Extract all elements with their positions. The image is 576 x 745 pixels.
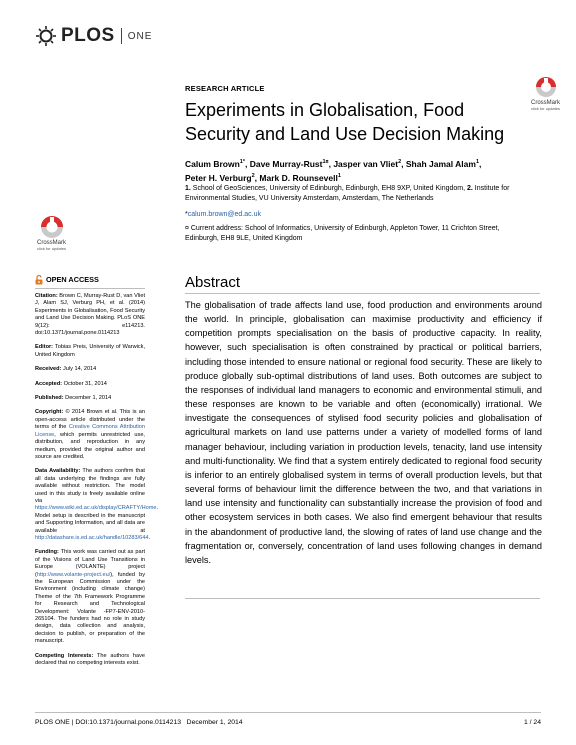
editor: [35, 344, 145, 359]
author-affil-mark: 2: [398, 159, 402, 165]
received: [35, 366, 145, 373]
affiliation-number: 1.: [185, 185, 191, 192]
copyright: [35, 409, 145, 461]
footer-doi: DOI:10.1371/journal.pone.0114213: [75, 719, 181, 726]
logo-divider: [121, 28, 122, 44]
current-address: ¤ Current address: School of Informatics, University of Edinburgh, Appleton Tower, 11 Crichton Street, Edinburgh, EH8 9LE, United Kingdom: [185, 225, 500, 242]
crossmark-sub: click for updates: [531, 106, 560, 111]
author-line-2: Peter H. Verburg$^2$, Mark D. Rounsevell$^1$: [185, 172, 341, 183]
published: [35, 395, 145, 402]
funding: [35, 549, 145, 645]
sidebar-divider: [35, 288, 145, 289]
data-availability: [35, 468, 159, 542]
abstract-divider: [185, 293, 540, 294]
author-name: Jasper van Vliet: [333, 158, 399, 169]
email-link[interactable]: calum.brown@ed.ac.uk: [187, 211, 261, 218]
published-date: December 1, 2014: [65, 395, 112, 402]
crossmark-sub: click for updates: [37, 246, 66, 251]
corresponding-email: [185, 211, 261, 218]
data-availability-text-end: .: [148, 534, 151, 541]
article-title: Experiments in Globalisation, Food Security and Land Use Decision Making: [185, 100, 505, 144]
open-lock-icon: [35, 275, 43, 285]
article-info-sidebar: [35, 275, 159, 674]
competing-interests-text: The authors have declared that no competing interests exist.: [35, 652, 145, 667]
journal-name: ONE: [127, 30, 153, 42]
footer-divider: [35, 712, 541, 713]
funding-text: This work was carried out as part of the Visions of Land Use Transitions in Europe (VOLANTE) project (: [35, 549, 146, 578]
editor-text: Tobias Preis, University of Warwick, United Kingdom: [35, 344, 146, 358]
volante-link[interactable]: http://www.volante-project.eu/: [36, 571, 111, 578]
data-availability-text: The authors confirm that all data underlying the findings are fully available without restriction. The model used in this study is freely available online via: [35, 468, 145, 504]
citation-label: Citation:: [35, 293, 58, 299]
author-line-1: Calum Brown$^{1*}$, Dave Murray-Rust$^{1¤}$, Jasper van Vliet$^2$, Shah Jamal Alam$^1$,: [185, 158, 482, 169]
crossmark-badge-side[interactable]: [37, 214, 66, 251]
copyright-text: © 2014 Brown et al. This is an open-access article distributed under the terms of the: [35, 409, 145, 431]
crossmark-label: CrossMark: [531, 100, 561, 106]
author-affil-mark: 1¤: [322, 159, 329, 165]
competing-interests: [35, 653, 145, 668]
funding-label: Funding:: [35, 549, 59, 556]
author-affil-mark: 1: [475, 159, 479, 165]
accepted: [35, 381, 145, 388]
author-affil-mark: 2: [251, 172, 255, 179]
abstract-heading: Abstract: [185, 274, 241, 291]
received-label: Received:: [35, 366, 62, 373]
citation: [35, 293, 145, 337]
author-list: [185, 156, 530, 184]
footer-separator: |: [71, 719, 74, 726]
plos-sunburst-icon: [35, 25, 57, 47]
crossmark-icon: [39, 214, 65, 240]
funding-text-end: ), funded by the European Commission under the Environment (including climate change) Theme of the 7th Framework Programme for Research and Technological Development: Volante -FP7-ENV-2010-265104. The funders had no role in study design, data collection and analysis, decision to publish, or preparation of the manuscript.: [35, 571, 145, 645]
open-access-label: [35, 275, 145, 285]
footer-journal: PLOS ONE: [35, 719, 70, 726]
author-name: Calum Brown: [185, 158, 240, 169]
plos-logo: [35, 23, 152, 49]
editor-label: Editor:: [35, 344, 54, 351]
data-availability-label: Data Availability:: [35, 468, 81, 475]
footer-date: December 1, 2014: [186, 719, 243, 726]
author-affil-mark: 1*: [239, 159, 245, 165]
crossmark-icon: [533, 76, 559, 100]
abstract-body: The globalisation of trade affects land use, food production and environments around the world. In principle, globalisation can maximise productivity and efficiency if competition prompts specialisation on the basis of productive capacity. In reality, however, such specialisation is often constrained by practical or political barriers, including those intended to ensure national or regional food security. These are likely to produce globally sub-optimal distributions of land uses. Both outcomes are subject to the responses of individual land managers to economic and environmental stimuli, and these responses are known to be variable and often (economically) irrational. We investigate the consequences of stylised food security policies and globalisation of agricultural markets on land use patterns under a variety of modelled forms of land manager behaviour, including variation in production levels, tenacity, land use intensity and multi-functionality. We find that a system entirely dedicated to regional food security is inferior to an entirely globalised system in terms of overall production levels, but that several forms of behaviour limit the difference between the two, and that variations in land use intensity and functionality can substantially increase the provision of food and other ecosystem services in both cases. We also find emergent behaviour that results in the abandonment of productive land, the slowing of rates of land use change and the fragmentation or, conversely, concentration of land uses following changes in demand levels.: [185, 300, 542, 565]
copyright-label: Copyright:: [35, 409, 64, 416]
affiliation-number: 2.: [467, 185, 473, 192]
author-name: Mark D. Rounsevell: [259, 172, 338, 183]
received-date: July 14, 2014: [63, 366, 97, 373]
accepted-date: October 31, 2014: [63, 380, 107, 387]
published-label: Published:: [35, 395, 64, 402]
affiliation-2: Institute for Environmental Studies, VU University Amsterdam, Amsterdam, The Netherlands: [185, 185, 510, 202]
crossmark-label: CrossMark: [37, 240, 67, 246]
author-name: Dave Murray-Rust: [249, 158, 323, 169]
accepted-label: Accepted:: [35, 380, 63, 387]
author-name: Shah Jamal Alam: [405, 158, 476, 169]
crossmark-badge-top[interactable]: [531, 76, 560, 111]
brand-name: PLOS: [61, 25, 115, 46]
abstract-end-divider: [185, 598, 540, 599]
page-footer: [35, 719, 541, 726]
model-link[interactable]: https://www.wiki.ed.ac.uk/display/CRAFTY/Home: [35, 505, 157, 512]
affiliation-1: School of GeoSciences, University of Edinburgh, Edinburgh, EH8 9XP, United Kingdom,: [192, 185, 466, 192]
datashare-link[interactable]: http://datashare.is.ed.ac.uk/handle/10283/644: [35, 534, 149, 541]
competing-interests-label: Competing Interests:: [35, 652, 94, 659]
copyright-text-end: , which permits unrestricted use, distribution, and reproduction in any medium, provided the original author and source are credited.: [35, 431, 145, 460]
open-access-text: OPEN ACCESS: [46, 275, 99, 285]
email-marker: *: [185, 211, 188, 218]
citation-text: Brown C, Murray-Rust D, van Vliet J, Alam SJ, Verburg PH, et al. (2014) Experiments in Globalisation, Food Security and Land Use Decision Making. PLoS ONE 9(12): e114213. doi:10.1371/journal.pone.0114213: [35, 293, 146, 337]
license-link[interactable]: Creative Commons Attribution License: [35, 424, 145, 438]
page-number: 1 / 24: [523, 719, 541, 726]
affiliations: [185, 184, 530, 204]
data-availability-text-mid: . Model setup is described in the manuscript and Supporting Information, and all data are available at: [35, 505, 159, 534]
author-name: Peter H. Verburg: [185, 172, 252, 183]
article-type: RESEARCH ARTICLE: [185, 84, 265, 93]
author-affil-mark: 1: [337, 172, 341, 179]
